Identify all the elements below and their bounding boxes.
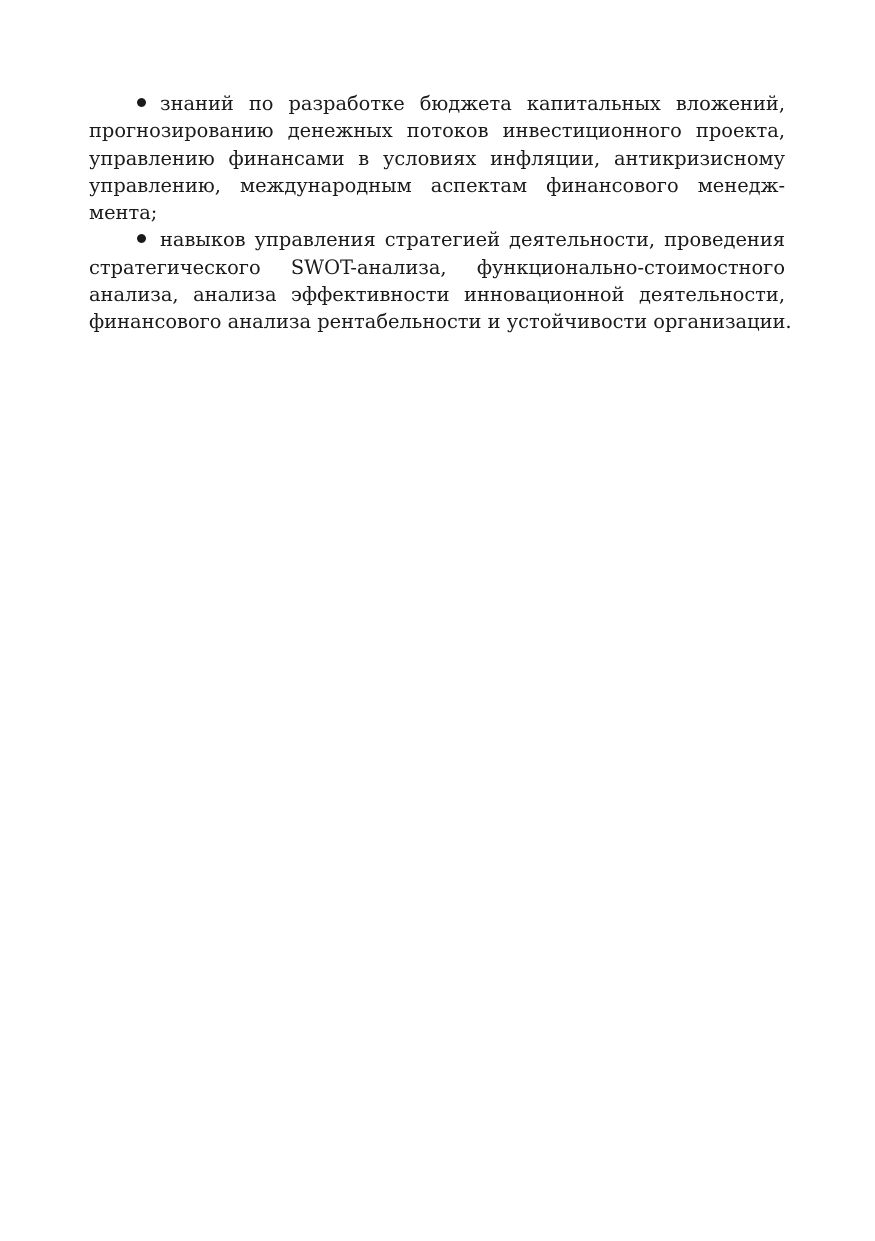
text-line: стратегического SWOT-анализа, функционально-стоимостного (89, 255, 785, 279)
text-line: мента; (89, 201, 158, 225)
bullet-list (89, 90, 792, 336)
list-item-knowledge (89, 90, 785, 226)
text-line: знаний по разработке бюджета капитальных вложений, (89, 90, 785, 117)
text-line: управлению, международным аспектам финансового менедж- (89, 173, 785, 197)
text-line: анализа, анализа эффективности инновационной деятельности, (89, 283, 785, 307)
bullet-icon (137, 98, 146, 107)
bullet-icon (137, 234, 146, 243)
text-line: управлению финансами в условиях инфляции, антикризисному (89, 146, 785, 170)
list-item-skills (89, 226, 792, 335)
text-line: навыков управления стратегией деятельности, проведения (89, 226, 785, 253)
text-line: прогнозированию денежных потоков инвестиционного проекта, (89, 119, 785, 143)
text-line: финансового анализа рентабельности и устойчивости организации. (89, 310, 792, 334)
